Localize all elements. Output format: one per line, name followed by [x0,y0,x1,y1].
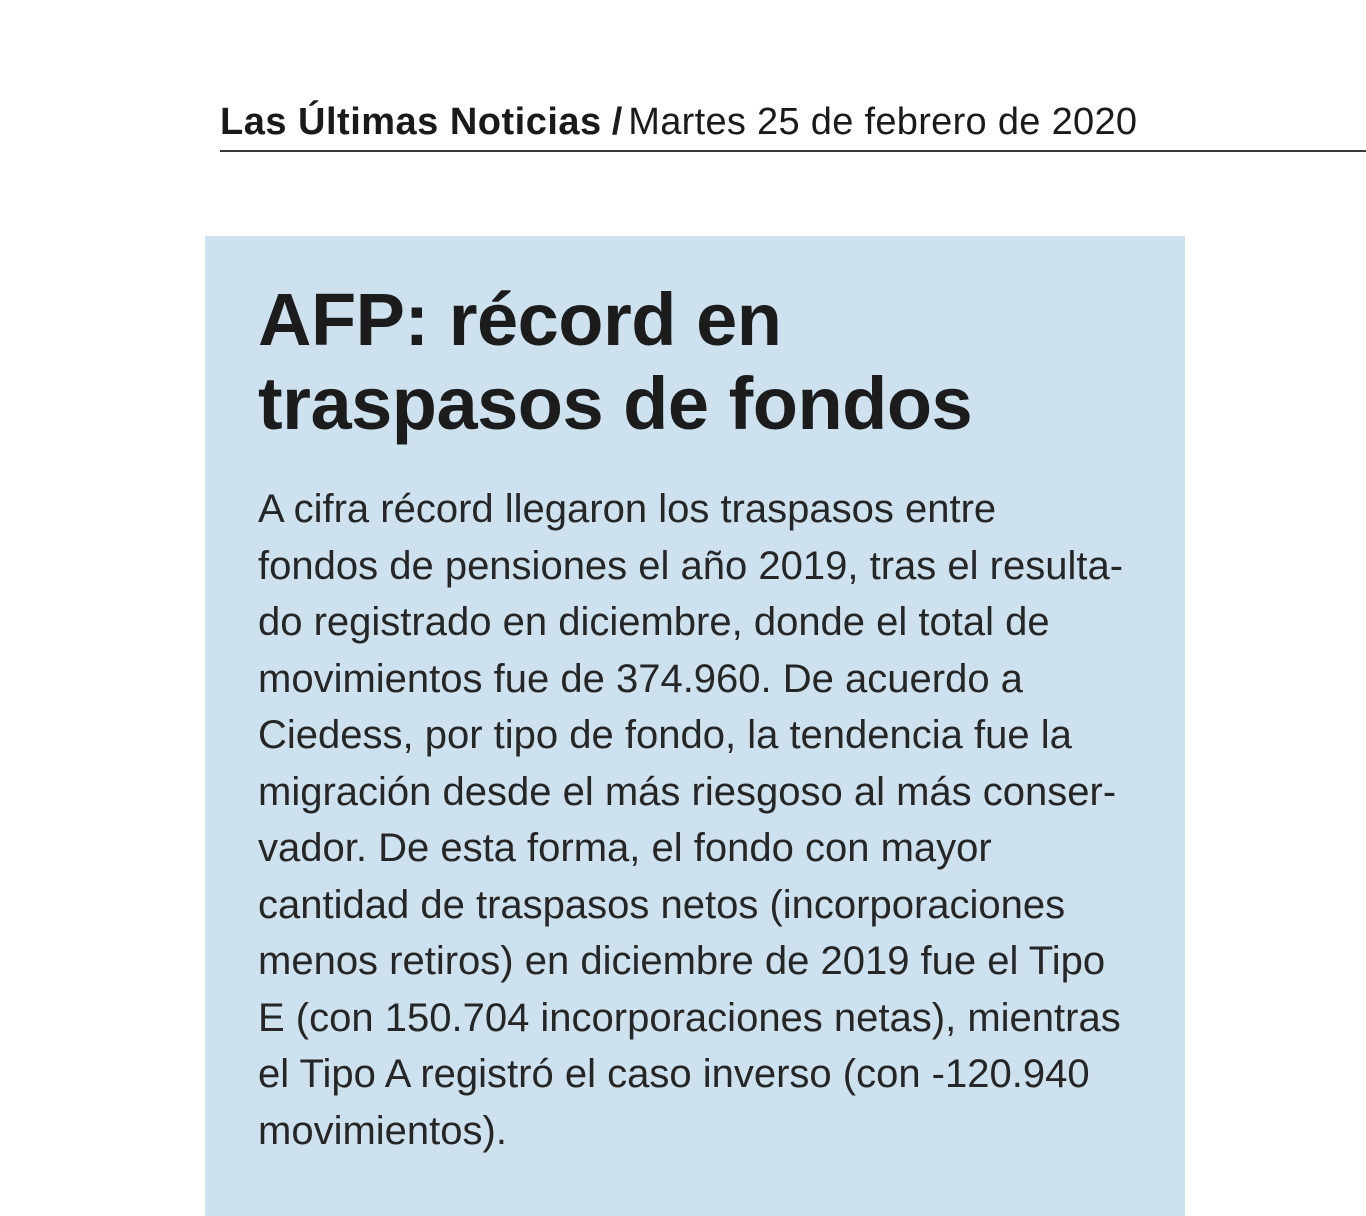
body-line: E (con 150.704 incorporaciones netas), mientras [258,995,1121,1040]
body-line: menos retiros) en diciembre de 2019 fue el Tipo [258,939,1106,983]
masthead-text [220,98,1137,146]
body-line: migración desde el más riesgoso al más conser- [258,769,1117,814]
body-line: el Tipo A registró el caso inverso (con -120.940 [258,1052,1090,1096]
body-line: vador. De esta forma, el fondo con mayor [258,826,992,870]
masthead [220,96,1366,152]
body-line: movimientos fue de 374.960. De acuerdo a [258,656,1023,701]
headline-line: traspasos de fondos [258,362,973,445]
newspaper-name: Las Últimas Noticias [220,101,602,143]
publication-date: Martes 25 de febrero de 2020 [628,101,1138,143]
article-body [258,481,1138,1159]
body-line: movimientos). [258,1108,507,1153]
headline-line: AFP: récord en [258,278,782,361]
body-line: fondos de pensiones el año 2019, tras el resulta- [258,543,1124,588]
body-line: A cifra récord llegaron los traspasos entre [258,487,997,531]
article-box [205,236,1185,1216]
body-line: cantidad de traspasos netos (incorporaciones [258,882,1066,927]
body-line: Ciedess, por tipo de fondo, la tendencia fue la [258,713,1072,757]
masthead-separator: / [611,101,623,143]
body-line: do registrado en diciembre, donde el total de [258,600,1050,644]
article-headline [258,278,1158,446]
